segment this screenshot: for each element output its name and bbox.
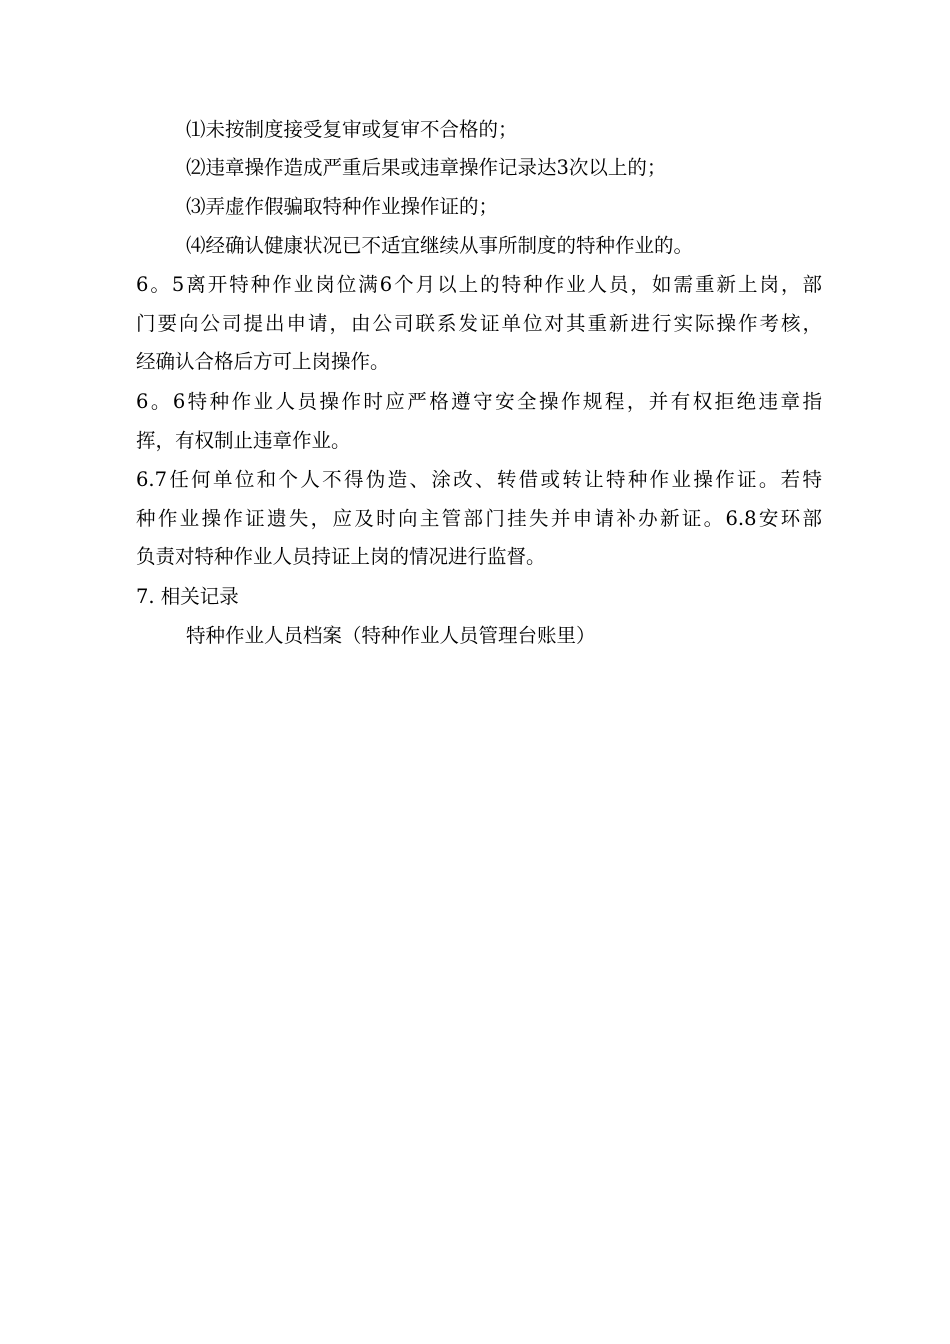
list-item: ⑴未按制度接受复审或复审不合格的； — [186, 118, 518, 141]
list-item: ⑶弄虚作假骗取特种作业操作证的； — [186, 195, 499, 218]
paragraph-6-5-line: 门要向公司提出申请，由公司联系发证单位对其重新进行实际操作考核， — [136, 312, 822, 335]
paragraph-6-7-line: 6.7任何单位和个人不得伪造、涂改、转借或转让特种作业操作证。若特 — [136, 468, 822, 491]
list-item: ⑷经确认健康状况已不适宜继续从事所制度的特种作业的。 — [186, 234, 694, 257]
paragraph-6-6-line: 6。6特种作业人员操作时应严格遵守安全操作规程，并有权拒绝违章指 — [136, 390, 822, 413]
record-item: 特种作业人员档案（特种作业人员管理台账里） — [186, 624, 596, 647]
section-7-heading: 7. 相关记录 — [136, 585, 239, 608]
paragraph-6-5-line: 经确认合格后方可上岗操作。 — [136, 350, 390, 373]
list-item: ⑵违章操作造成严重后果或违章操作记录达3次以上的； — [186, 156, 667, 179]
paragraph-6-7-line: 种作业操作证遗失，应及时向主管部门挂失并申请补办新证。6.8安环部 — [136, 507, 822, 530]
paragraph-6-7-line: 负责对特种作业人员持证上岗的情况进行监督。 — [136, 545, 546, 568]
paragraph-6-5-line: 6。5离开特种作业岗位满6个月以上的特种作业人员，如需重新上岗，部 — [136, 273, 822, 296]
paragraph-6-6-line: 挥，有权制止违章作业。 — [136, 429, 351, 452]
